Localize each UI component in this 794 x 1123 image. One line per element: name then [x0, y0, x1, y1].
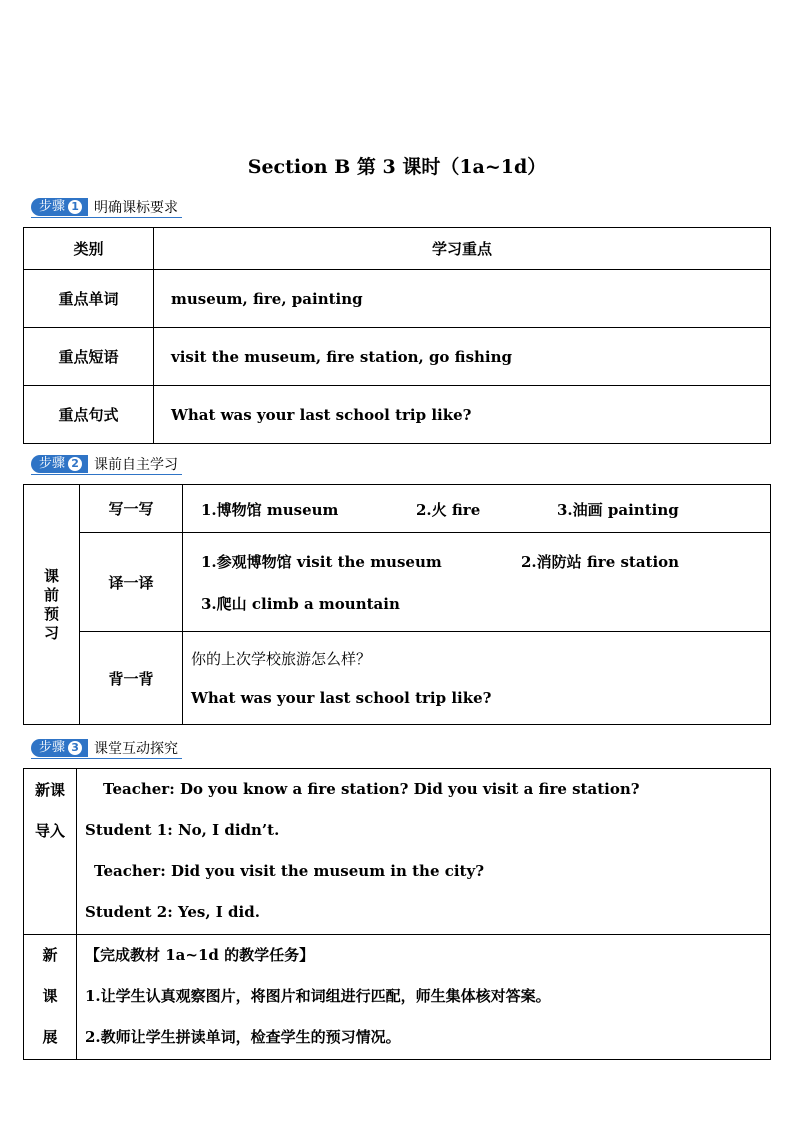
- dialogue-line: Teacher: Do you know a fire station? Did you visit a fire station?: [103, 780, 640, 798]
- task-line: 【完成教材 1a~1d 的教学任务】: [85, 946, 315, 964]
- step-badge: 步骤 1: [31, 198, 88, 216]
- table-row: [24, 533, 771, 632]
- table-row: [24, 632, 771, 725]
- row-label: 背一背: [80, 632, 183, 725]
- preview-table: [23, 484, 771, 725]
- step-badge: 步骤 3: [31, 739, 88, 757]
- step-3-header: [31, 738, 182, 759]
- row-label: 译一译: [80, 533, 183, 632]
- table-row: [24, 328, 771, 386]
- step-1-header: [31, 197, 182, 218]
- row-category: 重点句式: [24, 386, 154, 444]
- row-label: 写一写: [80, 485, 183, 533]
- step-2-header: [31, 454, 182, 475]
- row-category: 重点单词: [24, 270, 154, 328]
- phrase-item: 2.消防站 fire station: [521, 553, 680, 571]
- table-row: [24, 485, 771, 533]
- preview-side-label: 课 前 预 习: [24, 485, 80, 725]
- row-category: 重点短语: [24, 328, 154, 386]
- table-row: [24, 270, 771, 328]
- vocab-item: 2.火 fire: [416, 500, 481, 519]
- sentence-cn: 你的上次学校旅游怎么样？: [191, 649, 372, 668]
- new-lesson-content: [77, 935, 771, 1060]
- step-number: 2: [68, 457, 82, 471]
- phrase-item: 3.爬山 climb a mountain: [201, 595, 400, 613]
- intro-label: 新课 导入: [24, 769, 77, 935]
- header-focus: 学习重点: [154, 228, 771, 270]
- dialogue-line: Teacher: Did you visit the museum in the city?: [94, 862, 484, 880]
- vocab-item: 3.油画 painting: [557, 500, 679, 519]
- dialogue-line: Student 1: No, I didn’t.: [85, 821, 280, 839]
- row-value: museum, fire, painting: [154, 270, 771, 328]
- step-number: 3: [68, 741, 82, 755]
- row-content: [183, 632, 771, 725]
- row-value: visit the museum, fire station, go fishing: [154, 328, 771, 386]
- curriculum-table: [23, 227, 771, 444]
- step-number: 1: [68, 200, 82, 214]
- row-content: [183, 533, 771, 632]
- phrase-item: 1.参观博物馆 visit the museum: [201, 553, 442, 571]
- row-value: What was your last school trip like?: [154, 386, 771, 444]
- row-content: [183, 485, 771, 533]
- step-title: 明确课标要求: [94, 200, 179, 216]
- step-badge: 步骤 2: [31, 455, 88, 473]
- new-lesson-label: 新 课 展: [24, 935, 77, 1060]
- page-title: Section B 第 3 课时（1a~1d）: [247, 156, 547, 178]
- intro-content: [77, 769, 771, 935]
- step-title: 课堂互动探究: [94, 741, 179, 757]
- header-category: 类别: [24, 228, 154, 270]
- sentence-en: What was your last school trip like?: [191, 688, 492, 707]
- class-activity-table: [23, 768, 771, 1060]
- task-line: 2.教师让学生拼读单词，检查学生的预习情况。: [85, 1028, 401, 1046]
- table-row: [24, 935, 771, 1060]
- task-line: 1.让学生认真观察图片，将图片和词组进行匹配，师生集体核对答案。: [85, 987, 551, 1005]
- step-title: 课前自主学习: [94, 457, 179, 473]
- dialogue-line: Student 2: Yes, I did.: [85, 903, 260, 921]
- table-row: [24, 386, 771, 444]
- table-row: [24, 769, 771, 935]
- vocab-item: 1.博物馆 museum: [201, 500, 339, 519]
